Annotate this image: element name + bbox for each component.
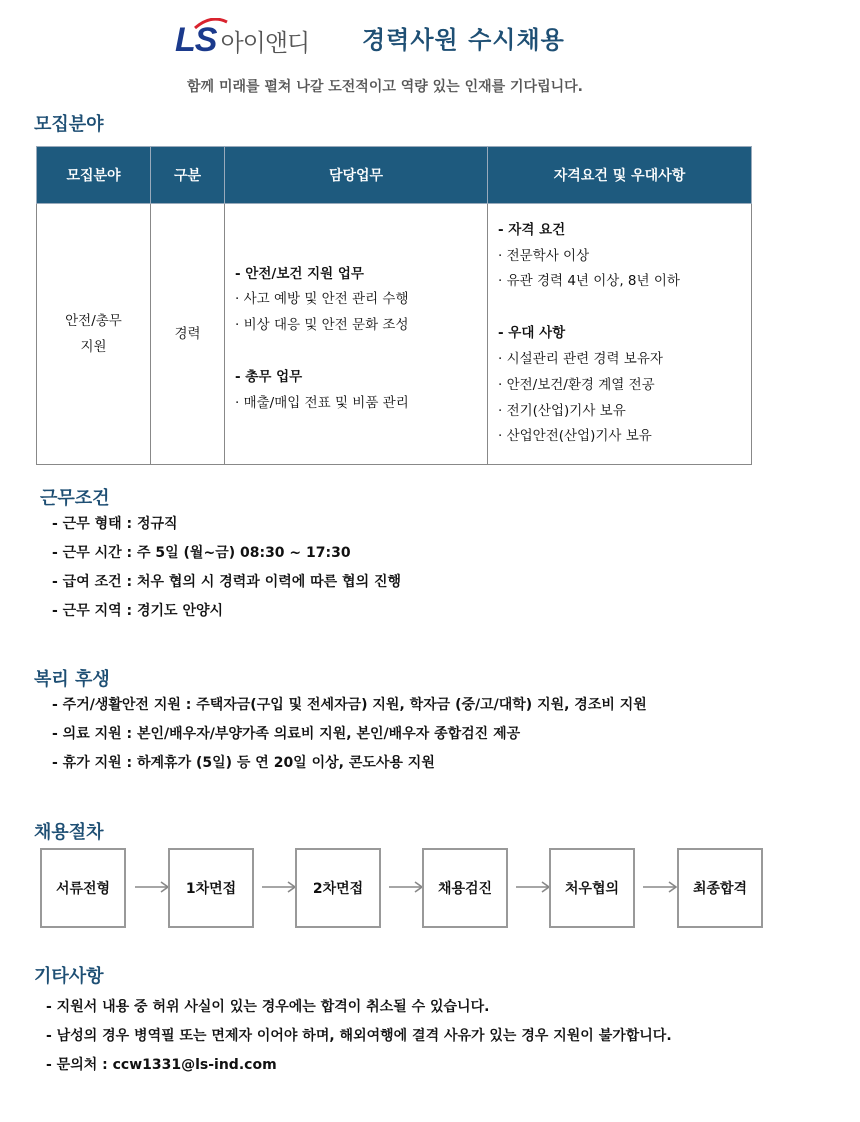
duty-group2-title: - 총무 업무 [235,368,303,385]
process-step: 채용검진 [422,848,508,928]
conditions-heading: 근무조건 [40,488,110,509]
arrow-right-icon [387,879,425,895]
arrow-right-icon [514,879,552,895]
welfare-heading: 복리 후생 [34,669,110,690]
ls-logo [175,20,309,60]
cell-type: 경력 [151,204,225,465]
duty-item: · 사고 예방 및 안전 관리 수행 [235,291,409,308]
logo-sub-text: 아이앤디 [220,28,310,57]
col-header-type: 구분 [151,147,225,204]
list-item: - 급여 조건 : 처우 협의 시 경력과 이력에 따른 협의 진행 [52,574,402,590]
recruit-table [36,146,752,465]
qual-item: · 전기(산업)기사 보유 [498,402,626,419]
process-step: 1차면접 [168,848,254,928]
table-header-row [37,147,752,204]
list-item: - 의료 지원 : 본인/배우자/부양가족 의료비 지원, 본인/배우자 종합검진 제공 [52,726,521,742]
duty-item: · 비상 대응 및 안전 문화 조성 [235,317,409,334]
list-item: - 휴가 지원 : 하계휴가 (5일) 등 연 20일 이상, 콘도사용 지원 [52,755,435,771]
list-item: - 주거/생활안전 지원 : 주택자금(구입 및 전세자금) 지원, 학자금 (중/고/대학) 지원, 경조비 지원 [52,697,647,713]
qual-req-title: - 자격 요건 [498,221,566,238]
duty-group1-title: - 안전/보건 지원 업무 [235,265,364,282]
qual-item: · 전문학사 이상 [498,247,590,264]
process-heading: 채용절차 [34,822,104,843]
list-item: - 근무 지역 : 경기도 안양시 [52,603,224,619]
etc-heading: 기타사항 [34,966,104,987]
process-step: 처우협의 [549,848,635,928]
cell-qual [488,204,752,465]
list-item: - 근무 형태 : 정규직 [52,516,178,532]
col-header-qual: 자격요건 및 우대사항 [488,147,752,204]
welfare-list [52,691,647,778]
field-line-1: 안전/총무 [65,313,122,329]
contact-email[interactable]: - 문의처 : ccw1331@ls-ind.com [46,1057,277,1073]
recruit-heading: 모집분야 [34,114,104,135]
qual-item: · 안전/보건/환경 계열 전공 [498,376,655,393]
col-header-duty: 담당업무 [225,147,488,204]
arrow-right-icon [641,879,679,895]
process-step: 최종합격 [677,848,763,928]
qual-pref-title: - 우대 사항 [498,325,566,342]
etc-list [46,993,672,1080]
logo-main-text: LS [175,20,217,59]
list-item: - 지원서 내용 중 허위 사실이 있는 경우에는 합격이 취소될 수 있습니다. [46,999,490,1015]
cell-field [37,204,151,465]
qual-item: · 산업안전(산업)기사 보유 [498,428,652,445]
conditions-list [52,510,401,626]
arrow-right-icon [133,879,171,895]
process-step: 2차면접 [295,848,381,928]
col-header-field: 모집분야 [37,147,151,204]
arrow-right-icon [260,879,298,895]
duty-item: · 매출/매입 전표 및 비품 관리 [235,394,409,411]
process-step: 서류전형 [40,848,126,928]
logo-swoosh-icon [193,18,229,30]
page-title: 경력사원 수시채용 [362,26,565,54]
page-subtitle: 함께 미래를 펼쳐 나갈 도전적이고 역량 있는 인재를 기다립니다. [187,79,583,95]
list-item: - 남성의 경우 병역필 또는 면제자 이어야 하며, 해외여행에 결격 사유가 있는 경우 지원이 불가합니다. [46,1028,672,1044]
cell-duty [225,204,488,465]
qual-item: · 시설관리 관련 경력 보유자 [498,351,663,367]
list-item: - 근무 시간 : 주 5일 (월~금) 08:30 ~ 17:30 [52,545,351,561]
header [0,12,860,62]
table-row [37,204,752,465]
field-line-2: 지원 [80,339,107,355]
qual-item: · 유관 경력 4년 이상, 8년 이하 [498,273,680,290]
